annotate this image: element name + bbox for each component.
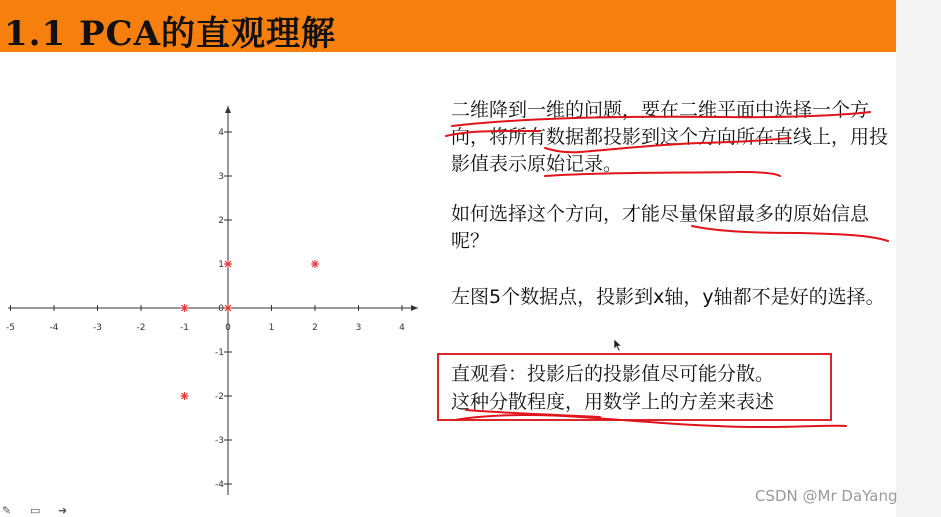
slide-title: 1.1 PCA的直观理解 [4, 14, 336, 54]
plot-ticks [6, 128, 405, 490]
side-panel [896, 0, 941, 517]
x-tick-label: 3 [355, 323, 362, 333]
y-tick-label: 2 [218, 216, 224, 226]
highlight-text [451, 360, 774, 416]
y-tick-label: -2 [215, 392, 224, 402]
pen-icon[interactable]: ✎ [2, 504, 12, 517]
y-tick-label: 3 [218, 172, 224, 182]
x-axis-arrow [411, 305, 418, 311]
scatter-plot [0, 100, 420, 500]
highlight-box [437, 353, 832, 421]
data-point [224, 304, 232, 312]
arrow-icon[interactable]: ➜ [58, 504, 68, 517]
title-bar [0, 0, 896, 52]
data-point [224, 260, 232, 268]
paragraph-1: 二维降到一维的问题，要在二维平面中选择一个方向，将所有数据都投影到这个方向所在直线上，用投影值表示原始记录。 [451, 99, 889, 175]
x-tick-label: -2 [136, 323, 146, 333]
highlight-line-2: 这种分散程度，用数学上的方差来表述 [451, 391, 775, 413]
x-tick-label: 2 [312, 323, 318, 333]
y-tick-label: 1 [218, 260, 224, 270]
x-tick-label: 0 [225, 323, 231, 333]
plot-axes [8, 106, 418, 495]
y-tick-label: -3 [215, 436, 224, 446]
y-tick-label: 4 [218, 128, 224, 138]
mouse-cursor-icon [613, 338, 623, 352]
x-tick-label: -4 [49, 323, 59, 333]
x-tick-label: -3 [93, 323, 102, 333]
y-tick-label: -1 [215, 348, 224, 358]
y-tick-label: -4 [215, 480, 224, 490]
screen-icon[interactable]: ▭ [30, 504, 41, 517]
data-point [181, 392, 189, 400]
watermark: CSDN @Mr DaYang [755, 487, 898, 505]
y-tick-label: 0 [218, 304, 224, 314]
data-point [311, 260, 319, 268]
plot-points [181, 260, 320, 400]
data-point [181, 304, 189, 312]
x-tick-label: -5 [6, 323, 15, 333]
paragraph-2: 如何选择这个方向，才能尽量保留最多的原始信息呢？ [451, 203, 870, 252]
x-tick-label: 4 [399, 323, 405, 333]
highlight-line-1: 直观看：投影后的投影值尽可能分散。 [451, 363, 775, 385]
x-tick-label: 1 [268, 323, 275, 333]
paragraph-3: 左图5个数据点，投影到x轴，y轴都不是好的选择。 [451, 286, 885, 308]
x-tick-label: -1 [180, 323, 189, 333]
player-controls [0, 505, 160, 517]
y-axis-arrow [225, 106, 231, 113]
